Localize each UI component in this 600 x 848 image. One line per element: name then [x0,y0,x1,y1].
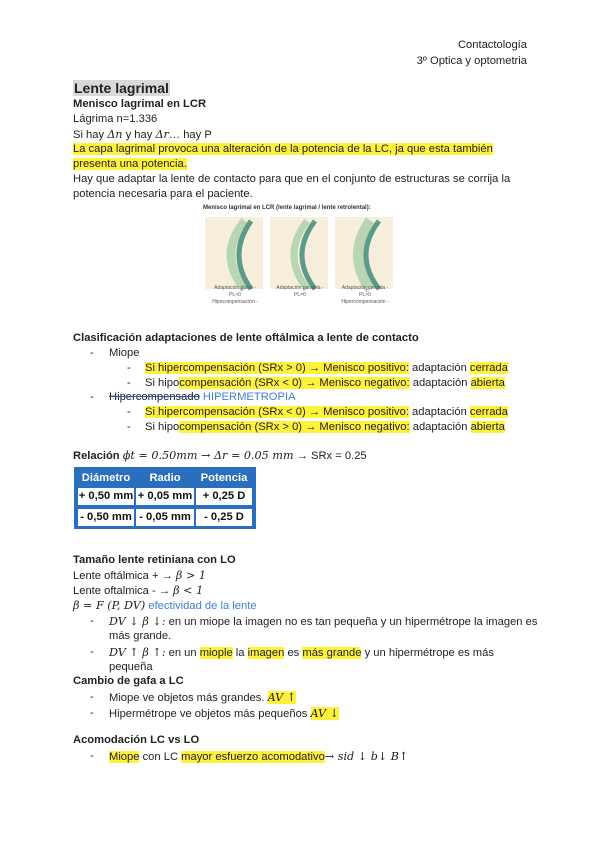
glasses-hyper-math: AV ↓ [310,707,340,720]
miope-hyper-result: cerrada [469,362,508,374]
hyper-struck-text: Hipercompensado [109,391,200,403]
lens-plus-text: Lente oftálmica + → [73,570,176,582]
miope-hypo-adapt: adaptación [409,377,471,389]
delta-line-pre: Si hay [73,129,108,141]
glasses-miope-math: AV ↑ [267,691,297,704]
lens-plus-math: β > 1 [175,569,206,582]
lens-minus-math: β < 1 [173,584,204,597]
hyper-hypo-prefix: Si hipo [145,421,180,433]
dv-down-cont: más grande. [109,630,172,642]
beta-note: efectividad de la lente [148,600,257,612]
bullet-dash: - [127,377,131,389]
dv-down-text: en un miope la imagen no es tan pequeña y un hipermétrope la imagen es [165,616,538,628]
caption-flat [205,285,265,306]
dv-up-math: DV ↑ β ↑: [109,646,166,659]
table-header-radius: Radio [149,472,181,484]
hyper-hyper-result: cerrada [469,406,508,418]
miope-hypo-text: compensación (SRx < 0) → Menisco negativo: [179,377,410,389]
page-header [417,37,527,69]
bullet-dash: - [90,347,94,359]
relation-suffix: → SRx = 0.25 [293,450,367,462]
retinal-heading: Tamaño lente retiniana con LO [73,554,236,566]
delta-line-mid: y hay [122,129,156,141]
dv-down-item [109,615,537,628]
table-cell: - 0,25 D [196,509,252,526]
miope-item: Miope [109,347,140,359]
delta-r-symbol: Δr [155,128,169,141]
table-cell: + 0,05 mm [136,488,194,505]
tear-lens-figure [203,205,397,311]
acc-miope: Miope [109,751,140,763]
adapt-line: Hay que adaptar la lente de contacto para que en el conjunto de estructuras se corrija la [73,173,511,185]
hyper-hypo-result: abierta [470,421,505,433]
course-name: Contactología [457,39,527,51]
hyper-hyper-adapt: adaptación [408,406,470,418]
lens-diagram [203,215,397,295]
delta-line [73,128,212,141]
miope-hypo-result: abierta [470,377,505,389]
relation-formula: ϕt = 0.50mm → Δr = 0.05 mm [122,449,294,462]
caption-parallel [270,285,330,299]
miope-hyper-item [145,362,508,374]
acc-effort: mayor esfuerzo acomodativo [181,751,325,763]
table-cell: + 0,25 D [196,488,252,505]
beta-line [73,599,257,612]
table-cell: + 0,50 mm [78,488,134,505]
caption-flat-line3: Hipocompensación - [212,299,258,305]
dv-up-t1: en un [165,647,200,659]
dv-up-t4: y un hipermétrope es más [361,647,494,659]
acc-t1: con LC [139,751,182,763]
relation-label: Relación [73,450,123,462]
table-cell: - 0,05 mm [136,509,194,526]
classification-heading: Clasificación adaptaciones de lente oftálmica a lente de contacto [73,332,419,344]
miope-hypo-prefix: Si hipo [145,377,180,389]
adapt-line-cont: potencia necesaria para el paciente. [73,188,253,200]
caption-flat-line1: Adaptación plana - [214,285,256,291]
bullet-dash: - [127,362,131,374]
miope-hyper-text: Si hipercompensación (SRx > 0) → Menisco positivo: [145,362,409,374]
dv-up-t2: la [232,647,248,659]
delta-line-post: … hay P [168,129,212,141]
highlight-text-1: La capa lagrimal provoca una alteración de la potencia de la LC, ja que esta también [73,143,493,155]
bullet-dash: - [127,406,131,418]
caption-flat-line2: PL<0 [229,292,241,298]
miope-hyper-adapt: adaptación [408,362,470,374]
dv-up-cont: pequeña [109,661,153,673]
table-header-power: Potencia [200,472,248,484]
dv-down-math: DV ↓ β ↓: [109,615,166,628]
glasses-hyper-item [109,707,339,720]
caption-closed-line1: Adaptación cerrada - [341,285,389,291]
caption-parallel-line2: PL=0 [294,292,306,298]
bullet-dash: - [90,391,94,403]
caption-parallel-line1: Adaptación paralela - [276,285,324,291]
hyper-hypo-item [145,421,505,433]
miope-hypo-item [145,377,505,389]
dv-up-t3: es [284,647,303,659]
hyperopia-item [109,391,296,403]
dv-up-item [109,646,494,659]
hyper-hypo-adapt: adaptación [409,421,471,433]
bullet-dash: - [90,750,94,762]
hyper-hyper-item [145,406,508,418]
hyper-hypo-text: compensación (SRx > 0) → Menisco negativo: [179,421,410,433]
table-cell: - 0,50 mm [78,509,134,526]
bullet-dash: - [90,691,94,703]
bullet-dash: - [90,646,94,658]
meniscus-heading: Menisco lagrimal en LCR [73,98,207,110]
highlight-line-2 [73,158,187,170]
beta-formula: β = F (P, DV) [73,599,146,612]
figure-title: Menisco lagrimal en LCR (lente lagrimal / lente retrolental): [203,205,371,211]
section-title: Lente lagrimal [74,80,169,96]
relation-table [74,467,256,529]
bullet-dash: - [127,421,131,433]
acc-math: → sid ↓ b↓ B↑ [324,750,409,763]
glasses-miope-item [109,691,296,704]
accommodation-item [109,750,408,763]
hyper-note: HIPERMETROPIA [202,391,296,403]
glasses-miope-text: Miope ve objetos más grandes. [109,692,268,704]
dv-up-miope: miople [199,647,233,659]
caption-closed-line2: PL>0 [359,292,371,298]
glasses-heading: Cambio de gafa a LC [73,675,184,687]
table-header-diameter: Diámetro [81,472,131,484]
program-name: 3º Optica y optometria [416,55,527,67]
relation-line [73,449,367,462]
highlight-text-2: presenta una potencia. [73,158,187,170]
bullet-dash: - [90,615,94,627]
glasses-hyper-text: Hipermétrope ve objetos más pequeños [109,708,311,720]
caption-closed-line3: Hipercompensación - [341,299,389,305]
dv-up-imagen: imagen [247,647,285,659]
lens-plus-line [73,569,206,582]
delta-n-symbol: Δn [107,128,123,141]
caption-closed [335,285,395,306]
highlight-line-1 [73,143,493,155]
hyper-hyper-text: Si hipercompensación (SRx < 0) → Menisco positivo: [145,406,409,418]
tear-index-line: Lágrima n=1.336 [73,113,158,125]
dv-up-grande: más grande [302,647,362,659]
lens-minus-line [73,584,203,597]
accommodation-heading: Acomodación LC vs LO [73,734,200,746]
bullet-dash: - [90,707,94,719]
lens-minus-text: Lente oftalmica - → [73,585,174,597]
